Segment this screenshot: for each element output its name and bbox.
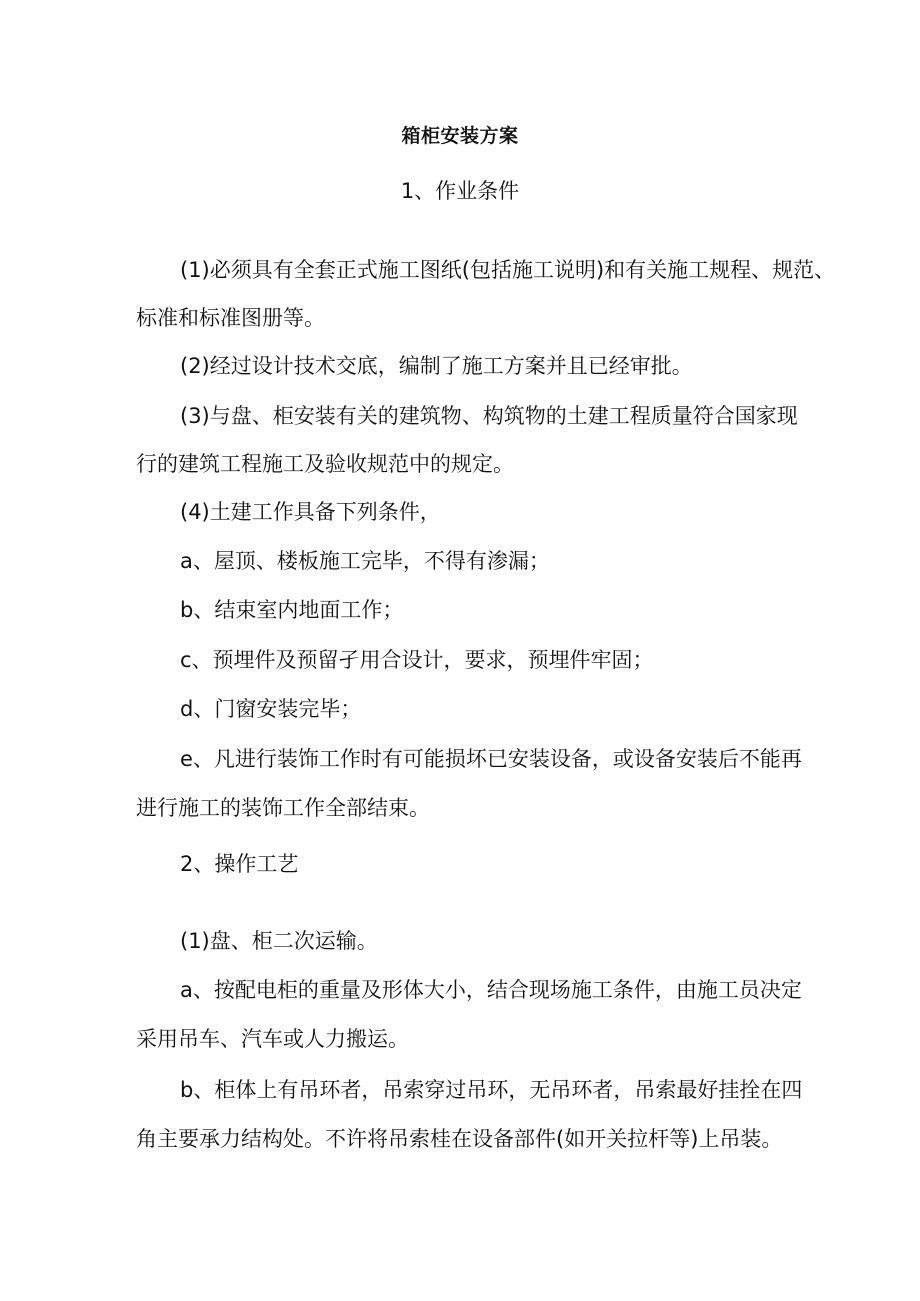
s2-item-a-line-1: a、按配电柜的重量及形体大小，结合现场施工条件，由施工员决定 <box>180 978 802 1002</box>
s2-item-b-line-2: 角主要承力结构处。不许将吊索桂在设备部件(如开关拉杆等)上吊装。 <box>136 1127 783 1151</box>
s1-item-c: c、预埋件及预留孑用合设计，要求，预埋件牢固； <box>180 648 654 672</box>
s1-paragraph-1-line-1: (1)必须具有全套正式施工图纸(包括施工说明)和有关施工规程、规范、 <box>180 258 836 282</box>
s1-paragraph-3-line-1: (3)与盘、柜安装有关的建筑物、构筑物的土建工程质量符合国家现 <box>180 404 798 428</box>
document-title: 箱柜安装方案 <box>401 125 519 147</box>
s2-item-b-line-1: b、柜体上有吊环者，吊索穿过吊环，无吊环者，吊索最好挂拴在四 <box>180 1078 803 1102</box>
s2-paragraph-1: (1)盘、柜二次运输。 <box>180 929 378 953</box>
section-2-heading: 2、操作工艺 <box>180 852 299 876</box>
s2-item-a-line-2: 采用吊车、汽车或人力搬运。 <box>136 1027 409 1051</box>
s1-item-b: b、结束室内地面工作； <box>180 598 404 622</box>
s1-item-e-line-2: 进行施工的装饰工作全部结束。 <box>136 796 430 820</box>
s1-item-e-line-1: e、凡进行装饰工作时有可能损坏已安装设备，或设备安装后不能再 <box>180 747 802 771</box>
s1-paragraph-2: (2)经过设计技术交底，编制了施工方案并且已经审批。 <box>180 354 693 378</box>
s1-item-a: a、屋顶、楼板施工完毕，不得有渗漏； <box>180 549 550 573</box>
section-1-heading: 1、作业条件 <box>400 179 520 203</box>
s1-paragraph-4: (4)土建工作具备下列条件， <box>180 500 441 524</box>
s1-item-d: d、门窗安装完毕； <box>180 697 362 721</box>
s1-paragraph-1-line-2: 标准和标准图册等。 <box>136 306 325 330</box>
s1-paragraph-3-line-2: 行的建筑工程施工及验收规范中的规定。 <box>136 452 514 476</box>
